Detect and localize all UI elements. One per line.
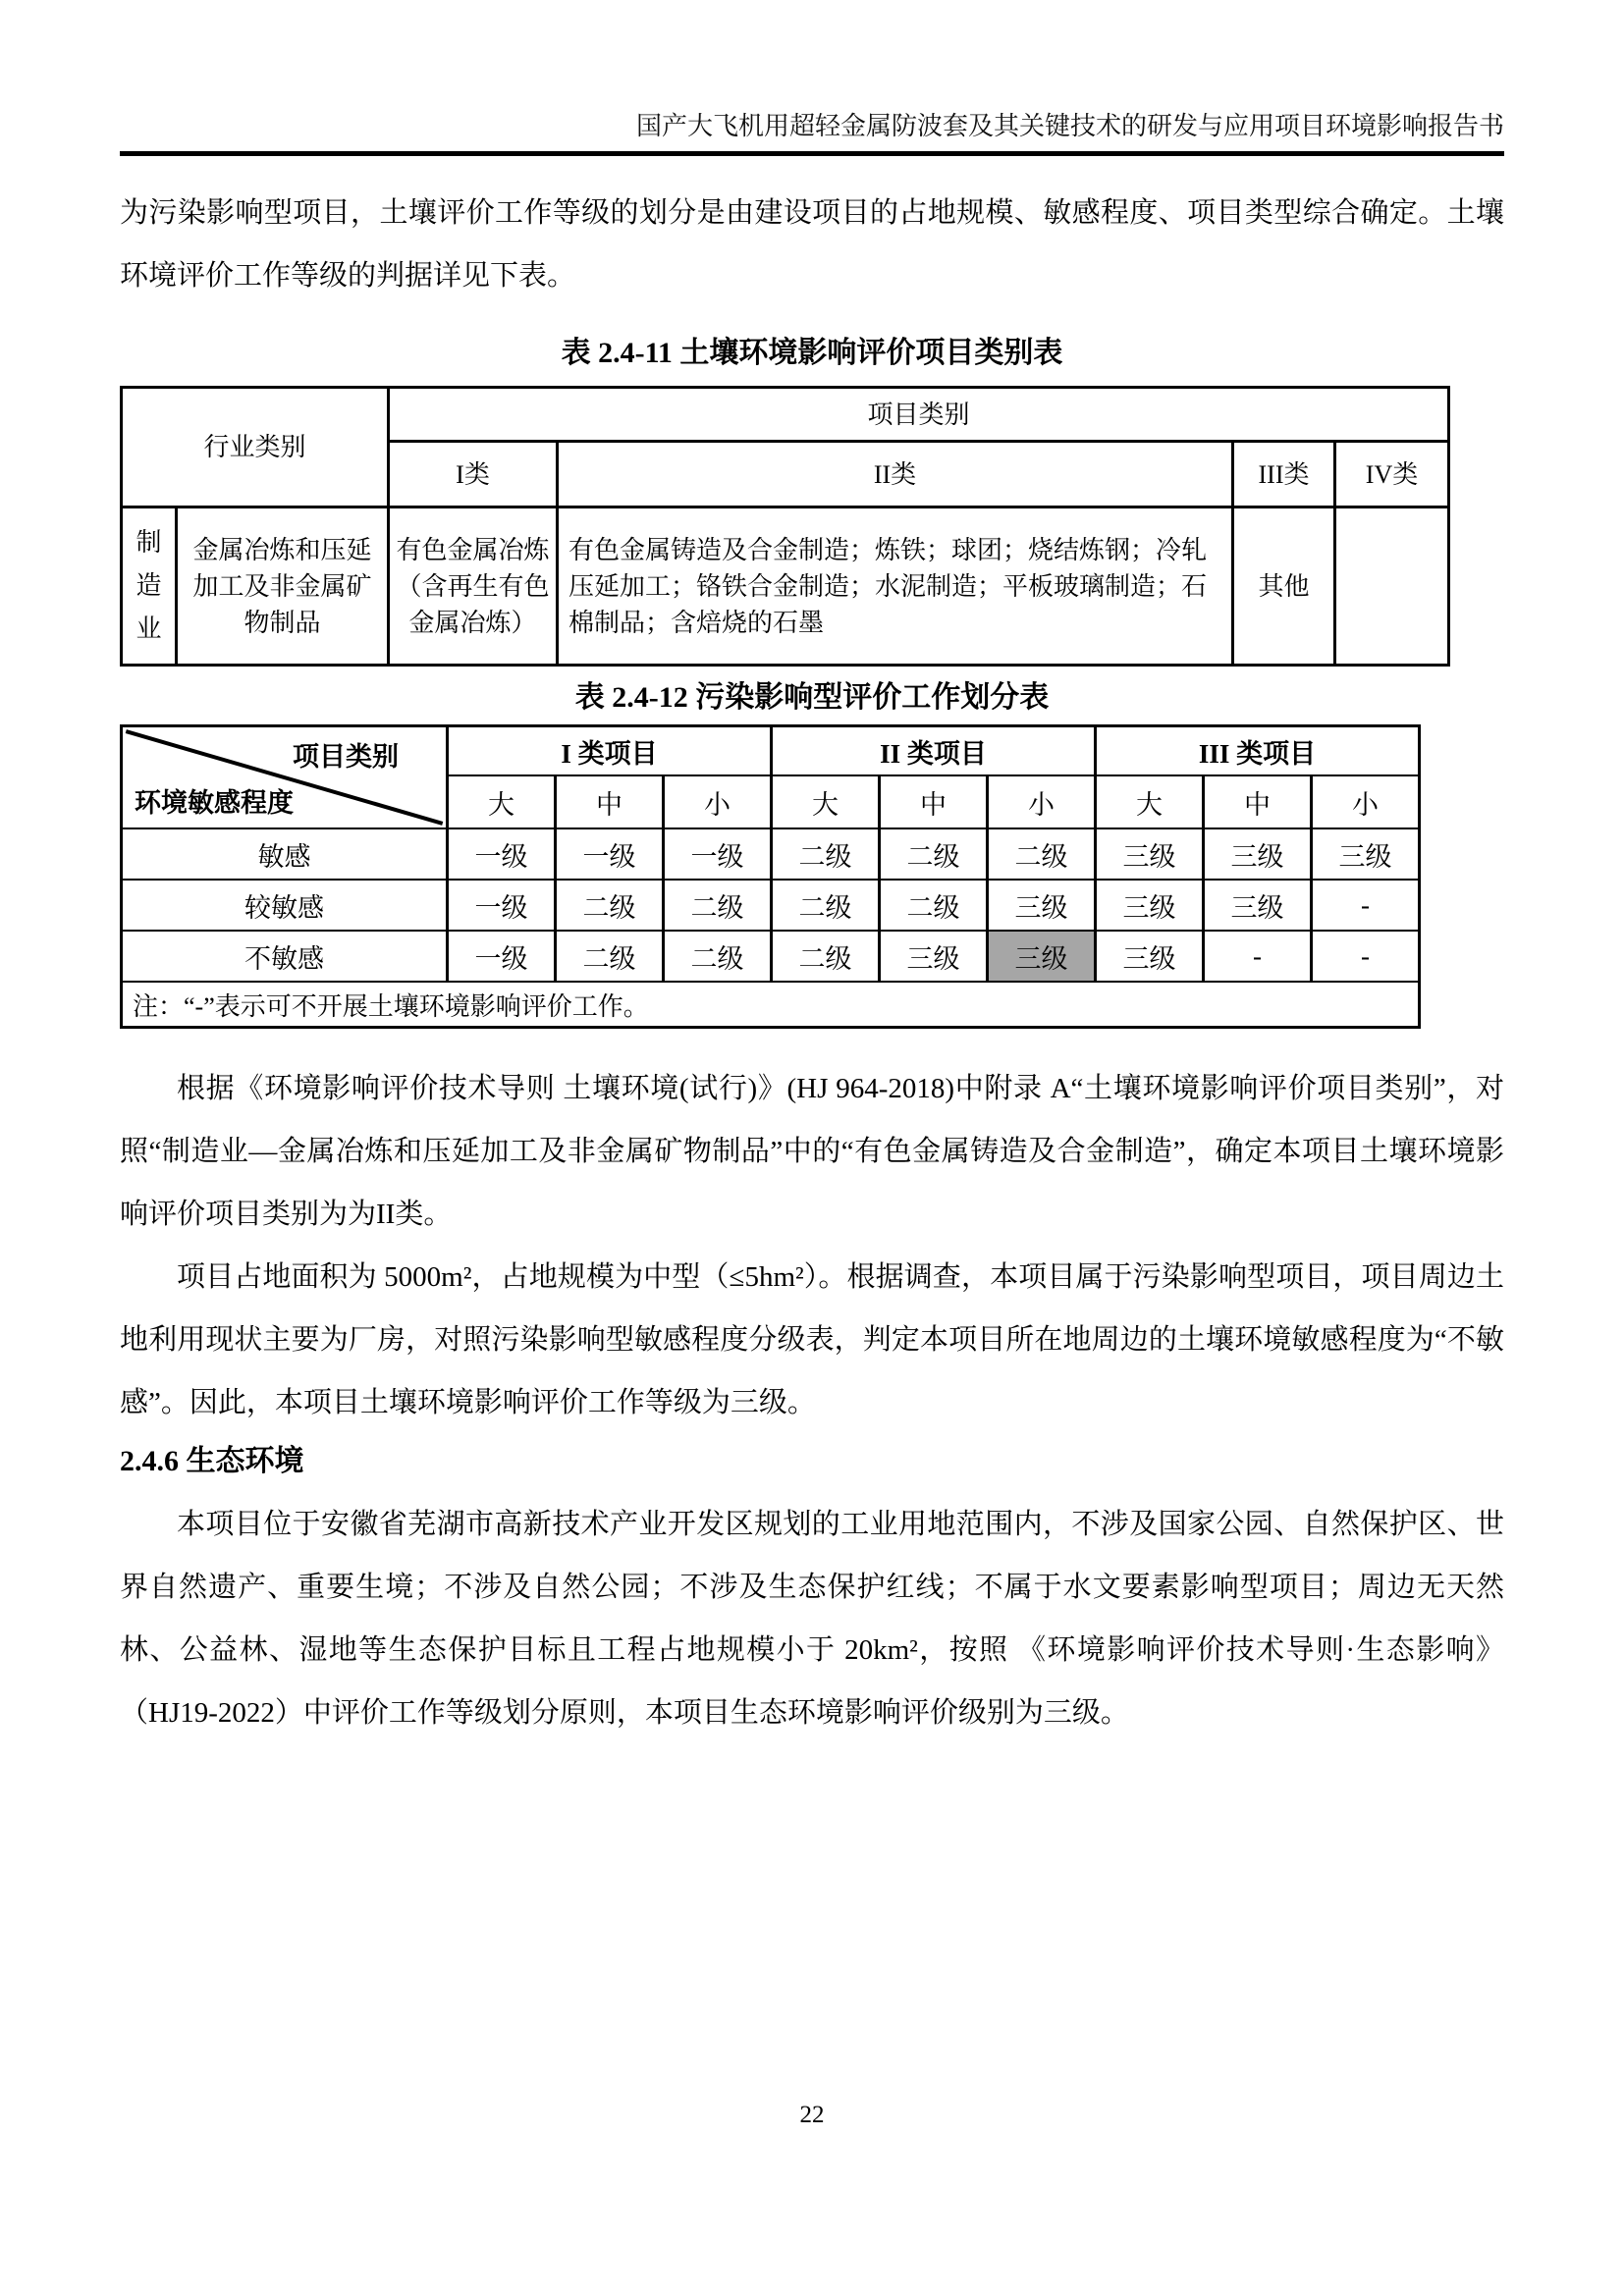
table2-caption: 表 2.4-12 污染影响型评价工作划分表	[574, 681, 1050, 714]
size-header: 中	[1204, 775, 1312, 828]
grade-cell: 二级	[664, 880, 772, 931]
vertical-text: 制造业	[135, 527, 162, 644]
grade-cell: 二级	[880, 880, 988, 931]
grade-cell: 三级	[880, 931, 988, 982]
table1-caption: 表 2.4-11 土壤环境影响评价项目类别表	[561, 337, 1063, 369]
grade-cell: 一级	[664, 828, 772, 880]
corner-label-project-category: 项目类别	[293, 742, 399, 772]
grade-cell: 一级	[556, 828, 664, 880]
table1-class3-cell: 其他	[1233, 507, 1335, 666]
size-header: 中	[880, 775, 988, 828]
table1-header-project-category: 项目类别	[389, 388, 1449, 442]
table-row	[122, 507, 1449, 666]
table-row	[122, 982, 1420, 1028]
table2-group-class3: III 类项目	[1096, 726, 1420, 776]
row-label-less-sensitive: 较敏感	[122, 880, 448, 931]
table-row	[122, 880, 1420, 931]
table-soil-project-category	[120, 386, 1450, 667]
grade-cell: 二级	[772, 880, 880, 931]
table2-corner-cell	[122, 726, 448, 829]
grade-cell: 二级	[772, 828, 880, 880]
paragraph-area: 项目占地面积为 5000m²，占地规模为中型（≤5hm²）。根据调查，本项目属于污染影响型项目，项目周边土地利用现状主要为厂房，对照污染影响型敏感程度分级表，判定本项目所在地周边的土壤环境敏感程度为“不敏感”。因此，本项目土壤环境影响评价工作等级为三级。	[120, 1261, 1504, 1418]
grade-cell: 三级	[1096, 931, 1204, 982]
table-pollution-impact-grading	[120, 724, 1421, 1029]
table1-industry-cell	[122, 507, 177, 666]
table-row	[122, 828, 1420, 880]
grade-cell: 二级	[556, 931, 664, 982]
grade-cell: 二级	[664, 931, 772, 982]
grade-cell: 三级	[1312, 828, 1420, 880]
grade-cell: 三级	[1096, 828, 1204, 880]
grade-cell: 二级	[988, 828, 1096, 880]
row-label-sensitive: 敏感	[122, 828, 448, 880]
paragraph-ecology: 本项目位于安徽省芜湖市高新技术产业开发区规划的工业用地范围内，不涉及国家公园、自然保护区、世界自然遗产、重要生境；不涉及自然公园；不涉及生态保护红线；不属于水文要素影响型项目；周边无天然林、公益林、湿地等生态保护目标且工程占地规模小于 20km²，按照 《环境影响评价技术导则·生态影响》（HJ19-2022）中评价工作等级划分原则，本项目生态环境影响评价级别为三级。	[120, 1509, 1504, 1729]
size-header: 大	[1096, 775, 1204, 828]
grade-cell: 一级	[448, 828, 556, 880]
grade-cell: 二级	[880, 828, 988, 880]
table1-class4-cell	[1335, 507, 1449, 666]
grade-cell: 三级	[988, 880, 1096, 931]
table1-class4-label: IV类	[1335, 442, 1449, 507]
table2-group-class2: II 类项目	[772, 726, 1096, 776]
grade-cell: 一级	[448, 931, 556, 982]
grade-cell: 一级	[448, 880, 556, 931]
size-header: 大	[448, 775, 556, 828]
size-header: 小	[664, 775, 772, 828]
size-header: 小	[988, 775, 1096, 828]
grade-cell: 二级	[556, 880, 664, 931]
table1-class1-label: I类	[389, 442, 558, 507]
corner-label-sensitivity: 环境敏感程度	[135, 788, 294, 818]
page-number: 22	[799, 2102, 825, 2128]
grade-cell: -	[1204, 931, 1312, 982]
table2-group-class1: I 类项目	[448, 726, 772, 776]
table2-highlight-cell: 三级	[988, 931, 1096, 982]
section-heading-2-4-6: 2.4.6 生态环境	[120, 1445, 304, 1477]
size-header: 中	[556, 775, 664, 828]
grade-cell: 三级	[1204, 880, 1312, 931]
table-row	[122, 931, 1420, 982]
size-header: 小	[1312, 775, 1420, 828]
paragraph-basis: 根据《环境影响评价技术导则 土壤环境(试行)》(HJ 964-2018)中附录 A“土壤环境影响评价项目类别”，对照“制造业—金属冶炼和压延加工及非金属矿物制品”中的“有色金属铸造及合金制造”，确定本项目土壤环境影响评价项目类别为为II类。	[120, 1073, 1504, 1230]
grade-cell: 二级	[772, 931, 880, 982]
table1-class1-cell: 有色金属冶炼（含再生有色金属冶炼）	[389, 507, 558, 666]
table1-class2-cell: 有色金属铸造及合金制造；炼铁；球团；烧结炼钢；冷轧压延加工；铬铁合金制造；水泥制造；平板玻璃制造；石棉制品；含焙烧的石墨	[558, 507, 1233, 666]
table2-note: 注：“-”表示可不开展土壤环境影响评价工作。	[122, 982, 1420, 1028]
intro-paragraph: 为污染影响型项目，土壤评价工作等级的划分是由建设项目的占地规模、敏感程度、项目类型综合确定。土壤环境评价工作等级的判据详见下表。	[120, 197, 1504, 292]
header-divider	[120, 151, 1504, 156]
page-header-title: 国产大飞机用超轻金属防波套及其关键技术的研发与应用项目环境影响报告书	[635, 112, 1504, 140]
grade-cell: -	[1312, 880, 1420, 931]
grade-cell: -	[1312, 931, 1420, 982]
table1-class3-label: III类	[1233, 442, 1335, 507]
table1-header-industry: 行业类别	[122, 388, 389, 507]
table1-sector-cell: 金属冶炼和压延加工及非金属矿物制品	[177, 507, 389, 666]
table-row	[122, 726, 1420, 776]
table-row	[122, 388, 1449, 442]
grade-cell: 三级	[1204, 828, 1312, 880]
table1-class2-label: II类	[558, 442, 1233, 507]
size-header: 大	[772, 775, 880, 828]
grade-cell: 三级	[1096, 880, 1204, 931]
row-label-not-sensitive: 不敏感	[122, 931, 448, 982]
